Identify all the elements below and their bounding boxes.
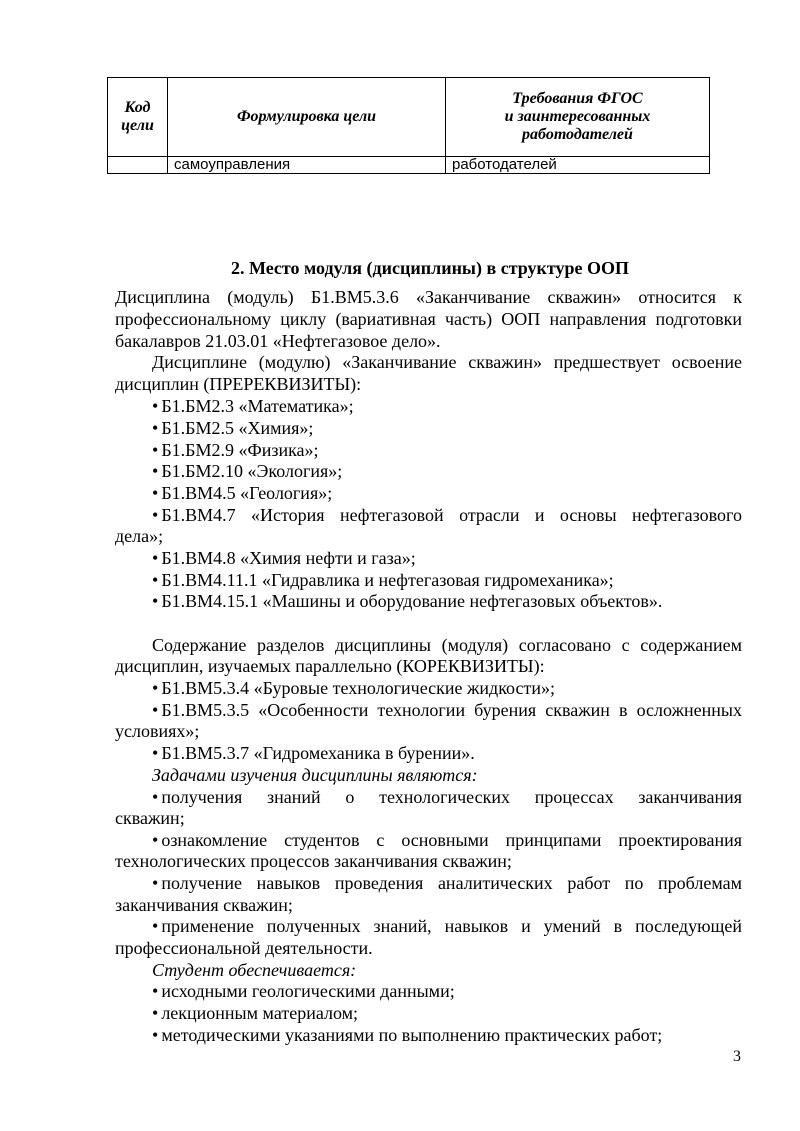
task-item-cont: заканчивания скважин; — [115, 895, 293, 915]
header-req-line2: и заинтересованных — [504, 108, 651, 125]
para1-line2: профессиональному циклу (вариативная часть) ООП направления подготовки — [115, 309, 742, 329]
provided-item: • методическими указаниями по выполнению практических работ; — [152, 1025, 662, 1046]
coreq-item: • Б1.ВМ5.3.4 «Буровые технологические жидкости»; — [152, 678, 555, 699]
task-item-cont: профессиональной деятельности. — [115, 938, 373, 958]
tasks-title: Задачами изучения дисциплины являются: — [152, 765, 478, 785]
para2-line1: Дисциплине (модулю) «Заканчивание скважин» предшествует освоение — [152, 352, 742, 372]
header-code — [108, 78, 168, 157]
cell-goal: самоуправления — [168, 157, 446, 174]
para1-line3: бакалавров 21.03.01 «Нефтегазовое дело». — [115, 331, 441, 351]
header-req-line3: работодателей — [522, 126, 633, 143]
coreq-item: • Б1.ВМ5.3.5 «Особенности технологии бурения скважин в осложненных — [152, 700, 742, 721]
provided-title: Студент обеспечивается: — [152, 960, 357, 980]
prereq-item: • Б1.ВМ4.11.1 «Гидравлика и нефтегазовая гидромеханика»; — [152, 570, 614, 591]
para1-line1: Дисциплина (модуль) Б1.ВМ5.3.6 «Заканчивание скважин» относится к — [115, 287, 742, 307]
prereq-item: • Б1.БМ2.10 «Экология»; — [152, 461, 342, 482]
prereq-item-cont: дела»; — [115, 526, 164, 546]
task-item-cont: технологических процессов заканчивания скважин; — [115, 851, 512, 871]
cell-requirements: работодателей — [446, 157, 710, 174]
para3-line2: дисциплин, изучаемых параллельно (КОРЕКВИЗИТЫ): — [115, 656, 545, 676]
provided-item: • исходными геологическими данными; — [152, 981, 455, 1002]
provided-item: • лекционным материалом; — [152, 1003, 358, 1024]
table-header-row — [108, 78, 710, 157]
task-item: • применение полученных знаний, навыков и умений в последующей — [152, 916, 742, 937]
coreq-item-cont: условиях»; — [115, 721, 200, 741]
prereq-item: • Б1.БМ2.9 «Физика»; — [152, 440, 319, 461]
page-number: 3 — [733, 1048, 741, 1065]
coreq-item: • Б1.ВМ5.3.7 «Гидромеханика в бурении». — [152, 743, 475, 764]
task-item: • получение навыков проведения аналитических работ по проблемам — [152, 873, 742, 894]
section-heading: 2. Место модуля (дисциплины) в структуре ООП — [230, 258, 630, 278]
header-code-line2: цели — [121, 117, 154, 134]
prereq-item: • Б1.ВМ4.15.1 «Машины и оборудование нефтегазовых объектов». — [152, 591, 662, 612]
prereq-item: • Б1.ВМ4.8 «Химия нефти и газа»; — [152, 548, 416, 569]
para2-line2: дисциплин (ПРЕРЕКВИЗИТЫ): — [115, 374, 362, 394]
prereq-item: • Б1.БМ2.5 «Химия»; — [152, 418, 313, 439]
goals-table — [107, 77, 710, 174]
task-item-cont: скважин; — [115, 808, 185, 828]
prereq-item: • Б1.БМ2.3 «Математика»; — [152, 396, 354, 417]
header-code-line1: Код — [124, 99, 151, 116]
prereq-item: • Б1.ВМ4.7 «История нефтегазовой отрасли и основы нефтегазового — [152, 505, 742, 526]
prereq-item: • Б1.ВМ4.5 «Геология»; — [152, 483, 332, 504]
header-req-line1: Требования ФГОС — [512, 90, 643, 107]
cell-code — [108, 157, 168, 174]
task-item: • ознакомление студентов с основными принципами проектирования — [152, 830, 742, 851]
header-goal: Формулировка цели — [168, 78, 446, 157]
task-item: • получения знаний о технологических процессах заканчивания — [152, 787, 742, 808]
header-requirements — [446, 78, 710, 157]
para3-line1: Содержание разделов дисциплины (модуля) согласовано с содержанием — [152, 635, 742, 655]
table-row — [108, 157, 710, 174]
